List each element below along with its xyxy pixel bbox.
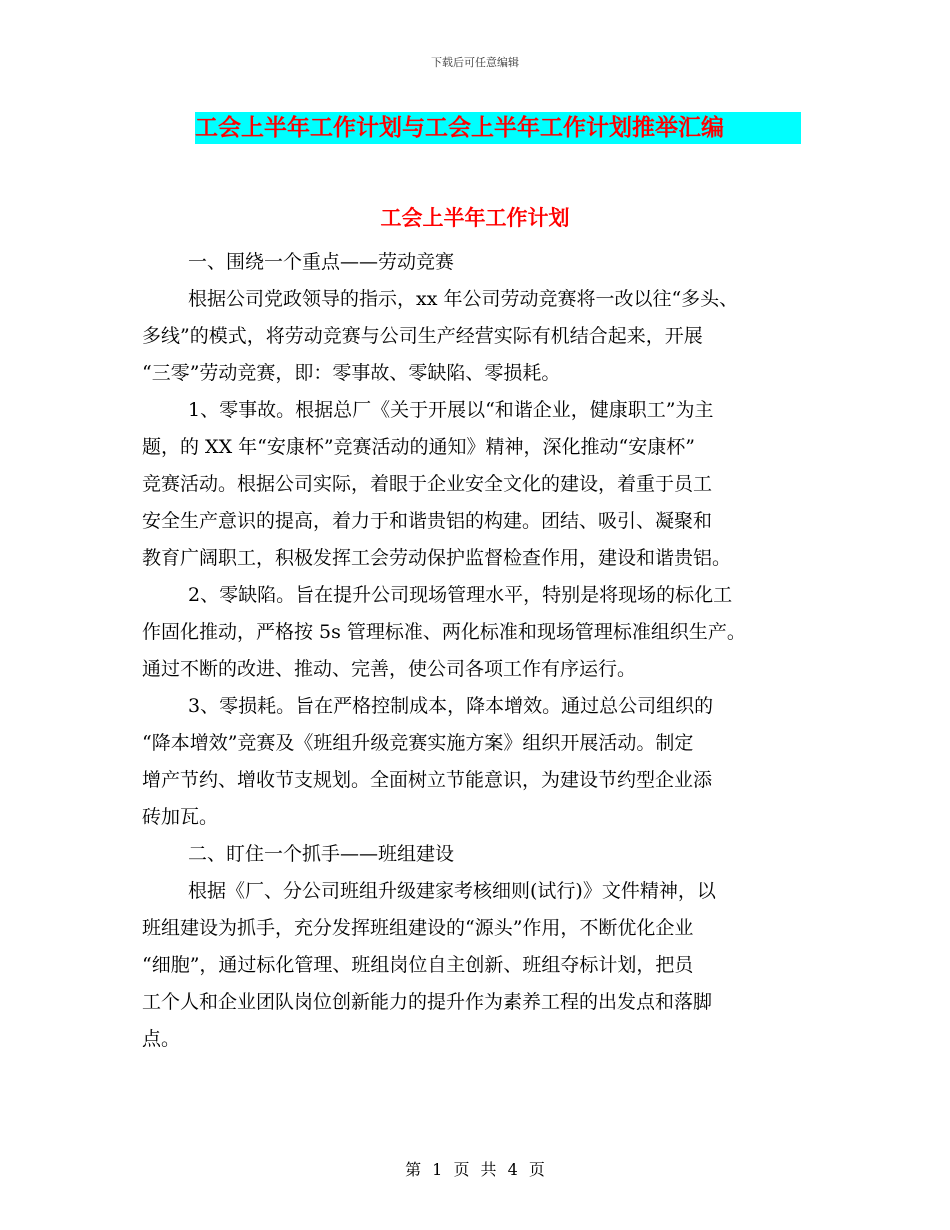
paragraph-line: 班组建设为抓手，充分发挥班组建设的“源头”作用，不断优化企业 (142, 917, 694, 939)
body-text (142, 244, 812, 1058)
paragraph-line: 题，的 XX 年“安康杯”竞赛活动的通知》精神，深化推动“安康杯” (142, 436, 695, 458)
paragraph-line: 教育广阔职工，积极发挥工会劳动保护监督检查作用，建设和谐贵铝。 (142, 547, 732, 569)
paragraph-line: 工个人和企业团队岗位创新能力的提升作为素养工程的出发点和落脚 (142, 991, 713, 1013)
paragraph-line: 3、零损耗。旨在严格控制成本，降本增效。通过总公司组织的 (188, 695, 714, 717)
paragraph-line: 根据《厂、分公司班组升级建家考核细则(试行)》文件精神，以 (188, 880, 716, 902)
section-title: 工会上半年工作计划 (380, 206, 570, 230)
paragraph-line: 增产节约、增收节支规划。全面树立节能意识，为建设节约型企业添 (142, 769, 713, 791)
paragraph-line: 竞赛活动。根据公司实际，着眼于企业安全文化的建设，着重于员工 (142, 473, 713, 495)
paragraph-line: 1、零事故。根据总厂《关于开展以“和谐企业，健康职工”为主 (188, 399, 714, 421)
paragraph-line: “降本增效”竞赛及《班组升级竞赛实施方案》组织开展活动。制定 (142, 732, 694, 754)
paragraph-line: 作固化推动，严格按 5s 管理标准、两化标准和现场管理标准组织生产。 (142, 621, 746, 643)
paragraph-line: “细胞”，通过标化管理、班组岗位自主创新、班组夺标计划，把员 (142, 954, 694, 976)
page-footer: 第 1 页 共 4 页 (405, 1160, 545, 1179)
paragraph-line: 点。 (142, 1028, 181, 1050)
paragraph-line: 安全生产意识的提高，着力于和谐贵铝的构建。团结、吸引、凝聚和 (142, 510, 713, 532)
main-title: 工会上半年工作计划与工会上半年工作计划推举汇编 (195, 112, 801, 144)
header-note: 下载后可任意编辑 (431, 56, 519, 69)
paragraph-line: 根据公司党政领导的指示，xx 年公司劳动竞赛将一改以往“多头、 (188, 288, 739, 310)
paragraph-line: 多线”的模式，将劳动竞赛与公司生产经营实际有机结合起来，开展 (142, 325, 703, 347)
heading-1: 一、围绕一个重点——劳动竞赛 (188, 251, 455, 273)
paragraph-line: 砖加瓦。 (142, 806, 219, 828)
paragraph-line: “三零”劳动竞赛，即：零事故、零缺陷、零损耗。 (142, 362, 561, 384)
paragraph-line: 通过不断的改进、推动、完善，使公司各项工作有序运行。 (142, 658, 637, 680)
paragraph-line: 2、零缺陷。旨在提升公司现场管理水平，特别是将现场的标化工 (188, 584, 733, 606)
heading-2: 二、盯住一个抓手——班组建设 (188, 843, 455, 865)
